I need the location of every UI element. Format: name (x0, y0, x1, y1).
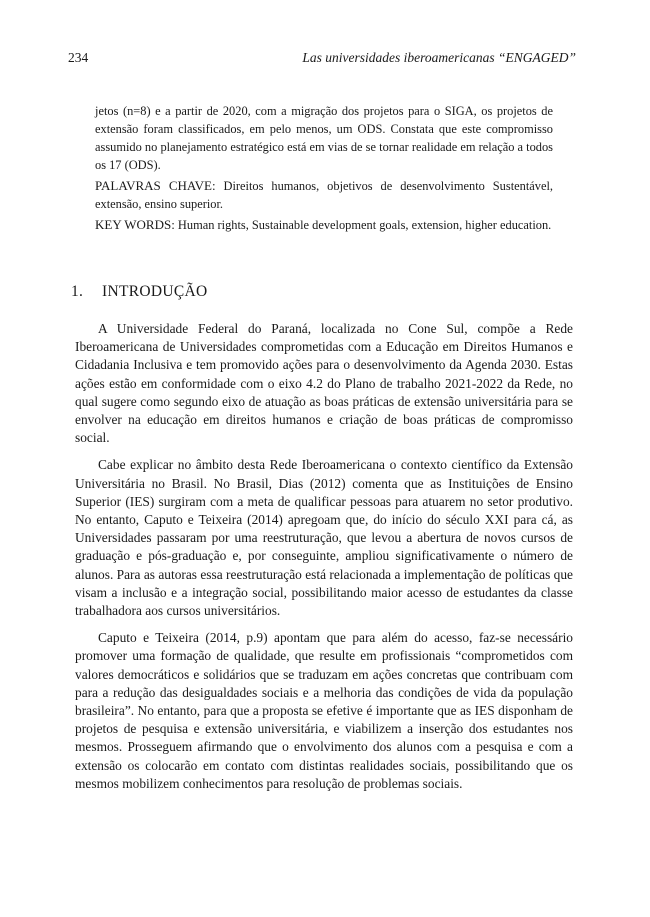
keywords-pt-label: PALAVRAS CHAVE: (95, 178, 216, 193)
paragraph: A Universidade Federal do Paraná, localizada no Cone Sul, compõe a Rede Iberoamericana de Universidades comprometidas com a Educação em Direitos Humanos e Cidadania Inclusiva e tem promovido ações para o desenvolvimento da Agenda 2030. Estas ações estão em conformidade com o eixo 4.2 do Plano de trabalho 2021-2022 da Rede, no qual sugere como segundo eixo de atuação as boas práticas de extensão universitária para se envolver na educação em direitos humanos e criação de boas práticas de compromisso social. (75, 321, 573, 446)
keywords-en-text: Human rights, Sustainable development goals, extension, higher education. (177, 218, 552, 232)
section-title: INTRODUÇÃO (102, 283, 208, 300)
keywords-pt (95, 177, 553, 213)
section-number: 1. (71, 283, 84, 300)
abstract-continuation: jetos (n=8) e a partir de 2020, com a migração dos projetos para o SIGA, os projetos de extensão foram classificados, em pelo menos, um ODS. Constata que este compromisso assumido no planejamento estratégico está em vias de se tornar realidade em relação a todos os 17 (ODS). (95, 104, 553, 172)
page-number: 234 (68, 50, 89, 65)
page-header (68, 50, 576, 70)
paragraph: Cabe explicar no âmbito desta Rede Iberoamericana o contexto científico da Extensão Universitária no Brasil. No Brasil, Dias (2012) comenta que as Instituições de Ensino Superior (IES) surgiram com a meta de qualificar pessoas para atuarem no setor produtivo. No entanto, Caputo e Teixeira (2014) apregoam que, do início do século XXI para cá, as Universidades passaram por uma reestruturação, que levou a abertura de novos cursos de graduação e pós-graduação e, por conseguinte, ampliou significativamente o número de alunos. Para as autoras essa reestruturação está relacionada a implementação de políticas que visam a inclusão e a integração social, possibilitando maior acesso de estudantes da classe trabalhadora aos cursos universitários. (75, 457, 573, 619)
keywords-pt-text: Direitos humanos, objetivos de desenvolvimento Sustentável, extensão, ensino superior. (95, 179, 554, 211)
keywords-en-label: KEY WORDS: (95, 217, 175, 232)
body-text (75, 320, 573, 802)
keywords-en (95, 216, 553, 234)
section-heading (71, 283, 207, 301)
abstract-block (95, 102, 553, 237)
running-title: Las universidades iberoamericanas “ENGAGED” (302, 50, 576, 65)
paragraph: Caputo e Teixeira (2014, p.9) apontam que para além do acesso, faz-se necessário promover uma formação de qualidade, que resulte em profissionais “comprometidos com valores democráticos e solidários que se traduzam em ações concretas que contribuam com para a redução das desigualdades sociais e a melhoria das condições de vida da população brasileira”. No entanto, para que a proposta se efetive é importante que as IES disponham de projetos de pesquisa e extensão universitária, e viabilizem a inserção dos estudantes nos mesmos. Prosseguem afirmando que o envolvimento dos alunos com a pesquisa e com a extensão os colocarão em contato com distintas realidades sociais, possibilitando que os mesmos mobilizem conhecimentos para resolução de problemas sociais. (75, 630, 573, 791)
